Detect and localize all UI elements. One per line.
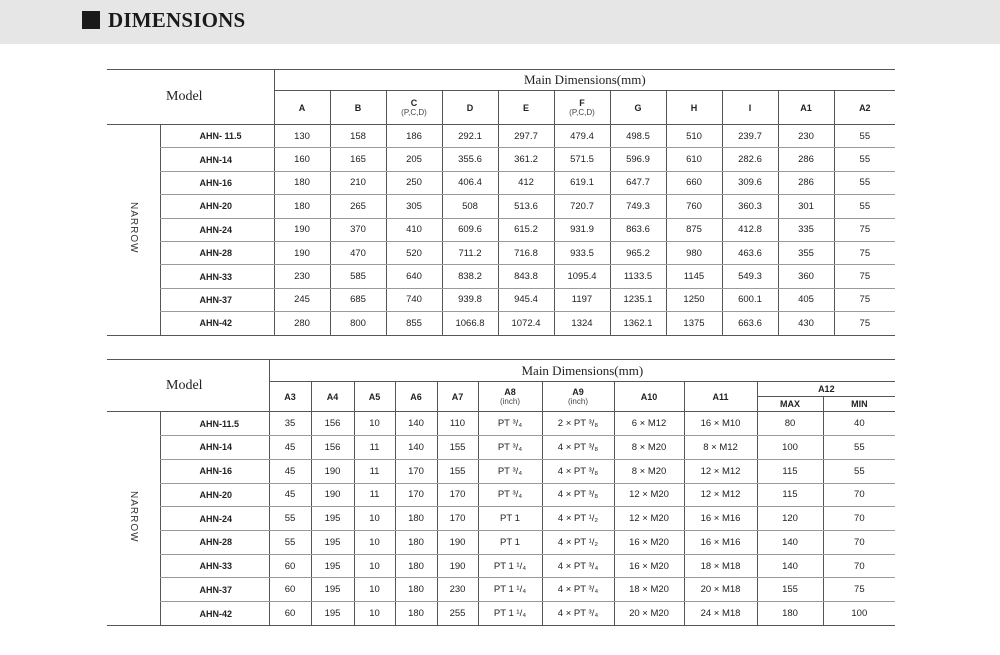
table-cell: 100 [757,436,823,460]
table-cell: 195 [311,530,354,554]
table-cell: 1250 [666,288,722,311]
table-cell: 660 [666,171,722,194]
table-cell: 760 [666,195,722,218]
table-cell: 933.5 [554,241,610,264]
column-header-label: C [410,98,418,108]
column-header-label: G [634,102,642,113]
main-dimensions-header: Main Dimensions(mm) [269,360,895,382]
column-header-a3 [269,382,311,412]
table-row [107,288,895,311]
table-cell: 120 [757,507,823,531]
model-name-cell: AHN-24 [160,507,269,531]
model-name-cell: AHN-33 [160,265,274,288]
column-header-label: A9 [572,387,584,398]
table-cell: 35 [269,412,311,436]
table-cell: 190 [311,483,354,507]
column-header-a9 [542,382,614,412]
table-cell: 130 [274,125,330,148]
model-name-cell: AHN-20 [160,195,274,218]
table-cell: 280 [274,312,330,335]
table-row [107,412,895,436]
model-name-cell: AHN-28 [160,241,274,264]
table-cell: 75 [834,241,895,264]
table-cell: 180 [395,530,437,554]
table-cell: 619.1 [554,171,610,194]
table-cell: 158 [330,125,386,148]
table-cell: 10 [354,507,395,531]
table-cell: 412 [498,171,554,194]
table-row [107,507,895,531]
table-cell: 4 × PT ¹/₂ [542,507,614,531]
table-cell: 18 × M20 [614,578,684,602]
table-cell: 245 [274,288,330,311]
column-header-label: I [748,102,752,113]
table-row [107,312,895,335]
table-cell: 20 × M18 [684,578,757,602]
table-cell: 55 [834,171,895,194]
table-cell: 10 [354,412,395,436]
table-cell: 549.3 [722,265,778,288]
table-cell: 309.6 [722,171,778,194]
table-cell: 170 [437,483,478,507]
table-cell: 180 [395,602,437,626]
column-header-c [386,91,442,125]
column-header-label: A5 [368,391,381,402]
table-cell: 939.8 [442,288,498,311]
table-cell: 945.4 [498,288,554,311]
table-cell: 55 [823,436,895,460]
table-row [107,148,895,171]
table-cell: 155 [437,436,478,460]
column-header-a10 [614,382,684,412]
table-cell: 931.9 [554,218,610,241]
table-cell: 292.1 [442,125,498,148]
table-cell: 100 [823,602,895,626]
column-header-a7 [437,382,478,412]
column-header-a1 [778,91,834,125]
table-cell: 335 [778,218,834,241]
column-header-label: A1 [800,102,812,113]
column-header-a12: A12 [757,382,895,397]
table-cell: 180 [274,171,330,194]
table-cell: 70 [823,530,895,554]
table-cell: 520 [386,241,442,264]
table-row [107,530,895,554]
table-cell: PT 1 [478,507,542,531]
model-name-cell: AHN-24 [160,218,274,241]
table-cell: PT 1 ¹/₄ [478,602,542,626]
table-cell: 60 [269,554,311,578]
table-cell: 615.2 [498,218,554,241]
model-header: Model [107,70,274,125]
square-bullet-icon [82,11,100,29]
table-cell: 55 [269,507,311,531]
table-cell: 190 [311,459,354,483]
table-cell: 361.2 [498,148,554,171]
table-row [107,125,895,148]
table-cell: 70 [823,554,895,578]
column-header-h [666,91,722,125]
table-cell: 155 [437,459,478,483]
table-cell: 180 [274,195,330,218]
table-cell: 115 [757,459,823,483]
table-row [107,554,895,578]
table-cell: 609.6 [442,218,498,241]
column-header-label: D [466,102,474,113]
table-cell: 190 [274,241,330,264]
table-cell: 479.4 [554,125,610,148]
table-row [107,171,895,194]
table-cell: 60 [269,578,311,602]
table-cell: 210 [330,171,386,194]
table-cell: 180 [395,578,437,602]
column-header-label: B [354,102,362,113]
model-name-cell: AHN-16 [160,459,269,483]
table-cell: 716.8 [498,241,554,264]
column-header-a [274,91,330,125]
table-cell: 80 [757,412,823,436]
model-name-cell: AHN- 11.5 [160,125,274,148]
table-cell: 140 [757,554,823,578]
table-cell: 18 × M18 [684,554,757,578]
table-cell: 1324 [554,312,610,335]
table-cell: 55 [269,530,311,554]
table-cell: 190 [437,554,478,578]
column-header-label: F [579,98,585,108]
main-dimensions-header: Main Dimensions(mm) [274,70,895,91]
table-cell: 239.7 [722,125,778,148]
table-cell: 205 [386,148,442,171]
column-header-e [498,91,554,125]
table-cell: 297.7 [498,125,554,148]
table-cell: 412.8 [722,218,778,241]
table-cell: 720.7 [554,195,610,218]
table-cell: 156 [311,436,354,460]
table-cell: 45 [269,459,311,483]
table-cell: 1362.1 [610,312,666,335]
table-cell: 70 [823,507,895,531]
table-cell: 610 [666,148,722,171]
table-cell: 190 [274,218,330,241]
column-header-g [610,91,666,125]
table-cell: 1145 [666,265,722,288]
table-cell: 585 [330,265,386,288]
model-name-cell: AHN-42 [160,312,274,335]
table-cell: 12 × M20 [614,483,684,507]
table-cell: 16 × M20 [614,530,684,554]
table-cell: 4 × PT ³/₈ [542,436,614,460]
table-cell: 463.6 [722,241,778,264]
table-cell: 20 × M20 [614,602,684,626]
table-cell: 45 [269,436,311,460]
table-cell: 75 [834,312,895,335]
model-name-cell: AHN-14 [160,148,274,171]
table-cell: 75 [834,218,895,241]
model-name-cell: AHN-37 [160,578,269,602]
table-cell: 140 [395,412,437,436]
model-name-cell: AHN-42 [160,602,269,626]
table-cell: 230 [437,578,478,602]
table-cell: 1072.4 [498,312,554,335]
table-cell: 286 [778,148,834,171]
table-cell: 70 [823,483,895,507]
column-header-a5 [354,382,395,412]
table-row [107,436,895,460]
table-cell: 45 [269,483,311,507]
table-cell: 75 [823,578,895,602]
table-cell: 110 [437,412,478,436]
table-cell: 55 [823,459,895,483]
table-cell: 24 × M18 [684,602,757,626]
table-cell: 838.2 [442,265,498,288]
group-label-narrow [107,125,160,336]
table-cell: 75 [834,265,895,288]
table-cell: 571.5 [554,148,610,171]
table-cell: 740 [386,288,442,311]
table-cell: 170 [395,483,437,507]
table-cell: 1197 [554,288,610,311]
table-cell: 10 [354,530,395,554]
table-cell: PT 1 ¹/₄ [478,578,542,602]
table-cell: 647.7 [610,171,666,194]
table-row [107,459,895,483]
table-cell: 1095.4 [554,265,610,288]
group-label-narrow [107,412,160,626]
column-header-a2 [834,91,895,125]
table-cell: 195 [311,578,354,602]
dimensions-table-1 [107,69,895,336]
column-header-label: H [690,102,698,113]
table-cell: 510 [666,125,722,148]
table-cell: 16 × M10 [684,412,757,436]
table-cell: 60 [269,602,311,626]
column-header-a12-min: MIN [823,397,895,412]
table-cell: 508 [442,195,498,218]
model-name-cell: AHN-16 [160,171,274,194]
table-row [107,578,895,602]
table-cell: 1235.1 [610,288,666,311]
table-row [107,195,895,218]
column-header-label: A10 [640,391,658,402]
column-header-b [330,91,386,125]
model-header: Model [107,360,269,412]
model-name-cell: AHN-37 [160,288,274,311]
dimensions-table-2 [107,359,895,626]
table-cell: 600.1 [722,288,778,311]
table-cell: 370 [330,218,386,241]
group-label-text: NARROW [127,202,139,255]
table-cell: 1375 [666,312,722,335]
table-cell: 282.6 [722,148,778,171]
table-cell: PT ³/₄ [478,459,542,483]
table-cell: 596.9 [610,148,666,171]
table-cell: 405 [778,288,834,311]
table-cell: 4 × PT ¹/₂ [542,530,614,554]
column-header-label: A3 [284,391,296,402]
table-cell: 305 [386,195,442,218]
table-cell: 4 × PT ³/₈ [542,459,614,483]
model-name-cell: AHN-11.5 [160,412,269,436]
table-cell: 355.6 [442,148,498,171]
column-header-label: A [298,102,306,113]
column-header-a11 [684,382,757,412]
table-cell: 165 [330,148,386,171]
table-cell: 685 [330,288,386,311]
table-cell: 16 × M20 [614,554,684,578]
table-cell: 640 [386,265,442,288]
column-header-label: A11 [712,391,729,402]
table-cell: 250 [386,171,442,194]
table-cell: 1133.5 [610,265,666,288]
table-cell: 195 [311,554,354,578]
table-cell: 301 [778,195,834,218]
table-cell: PT 1 [478,530,542,554]
table-cell: 1066.8 [442,312,498,335]
table-cell: 965.2 [610,241,666,264]
table-cell: 749.3 [610,195,666,218]
table-cell: 140 [395,436,437,460]
table-cell: 360.3 [722,195,778,218]
column-header-a8 [478,382,542,412]
table-cell: 513.6 [498,195,554,218]
table-row [107,218,895,241]
table-cell: 180 [757,602,823,626]
table-cell: 195 [311,602,354,626]
table-cell: 265 [330,195,386,218]
table-cell: 360 [778,265,834,288]
model-name-cell: AHN-20 [160,483,269,507]
table-cell: 10 [354,602,395,626]
table-cell: 875 [666,218,722,241]
table-cell: 10 [354,578,395,602]
table-cell: 355 [778,241,834,264]
table-cell: 663.6 [722,312,778,335]
table-cell: 255 [437,602,478,626]
table-cell: 8 × M12 [684,436,757,460]
section-header [0,0,1000,44]
table-cell: 855 [386,312,442,335]
table-cell: 156 [311,412,354,436]
table-cell: 2 × PT ³/₈ [542,412,614,436]
table-cell: 470 [330,241,386,264]
table-cell: 115 [757,483,823,507]
table-cell: 4 × PT ³/₄ [542,578,614,602]
table-row [107,602,895,626]
column-header-label: A6 [410,391,422,402]
table-cell: 410 [386,218,442,241]
table-cell: 16 × M16 [684,530,757,554]
table-cell: 11 [354,483,395,507]
table-cell: 230 [778,125,834,148]
table-cell: PT ³/₄ [478,436,542,460]
table-cell: 4 × PT ³/₄ [542,602,614,626]
table-cell: 12 × M20 [614,507,684,531]
table-cell: 40 [823,412,895,436]
model-name-cell: AHN-33 [160,554,269,578]
column-header-label: A8 [504,387,516,398]
table-cell: 430 [778,312,834,335]
table-cell: 11 [354,459,395,483]
column-header-label: E [522,102,529,113]
table-cell: 11 [354,436,395,460]
model-name-cell: AHN-28 [160,530,269,554]
table-cell: 4 × PT ³/₄ [542,554,614,578]
table-cell: 75 [834,288,895,311]
table-row [107,483,895,507]
column-header-subtext: (inch) [499,397,520,407]
table-cell: 6 × M12 [614,412,684,436]
table-cell: 160 [274,148,330,171]
table-cell: 170 [437,507,478,531]
column-header-label: A2 [859,102,871,113]
table-cell: 8 × M20 [614,436,684,460]
table-cell: 800 [330,312,386,335]
table-cell: 863.6 [610,218,666,241]
group-label-text: NARROW [127,491,139,543]
table-cell: 10 [354,554,395,578]
table-cell: 980 [666,241,722,264]
table-cell: 12 × M12 [684,459,757,483]
table-cell: 195 [311,507,354,531]
table-cell: 12 × M12 [684,483,757,507]
table-cell: 170 [395,459,437,483]
table-cell: 55 [834,195,895,218]
table-cell: 55 [834,125,895,148]
table-row [107,241,895,264]
column-header-i [722,91,778,125]
table-row [107,265,895,288]
table-cell: 16 × M16 [684,507,757,531]
table-cell: 155 [757,578,823,602]
column-header-subtext: (P,C,D) [401,108,427,117]
table-cell: 406.4 [442,171,498,194]
table-cell: 843.8 [498,265,554,288]
table-cell: 180 [395,554,437,578]
table-cell: PT 1 ¹/₄ [478,554,542,578]
table-cell: 286 [778,171,834,194]
table-cell: PT ³/₄ [478,483,542,507]
column-header-label: A4 [326,391,339,402]
table-cell: 4 × PT ³/₈ [542,483,614,507]
column-header-f [554,91,610,125]
column-header-subtext: (P,C,D) [569,108,595,117]
model-name-cell: AHN-14 [160,436,269,460]
column-header-d [442,91,498,125]
column-header-a4 [311,382,354,412]
table-cell: 8 × M20 [614,459,684,483]
table-cell: PT ³/₄ [478,412,542,436]
table-cell: 186 [386,125,442,148]
table-cell: 140 [757,530,823,554]
column-header-a6 [395,382,437,412]
table-cell: 230 [274,265,330,288]
column-header-subtext: (inch) [567,397,588,407]
table-cell: 55 [834,148,895,171]
column-header-a12-max: MAX [757,397,823,412]
table-cell: 190 [437,530,478,554]
table-cell: 711.2 [442,241,498,264]
table-cell: 498.5 [610,125,666,148]
section-title: DIMENSIONS [108,8,246,32]
column-header-label: A7 [451,391,464,402]
table-cell: 180 [395,507,437,531]
